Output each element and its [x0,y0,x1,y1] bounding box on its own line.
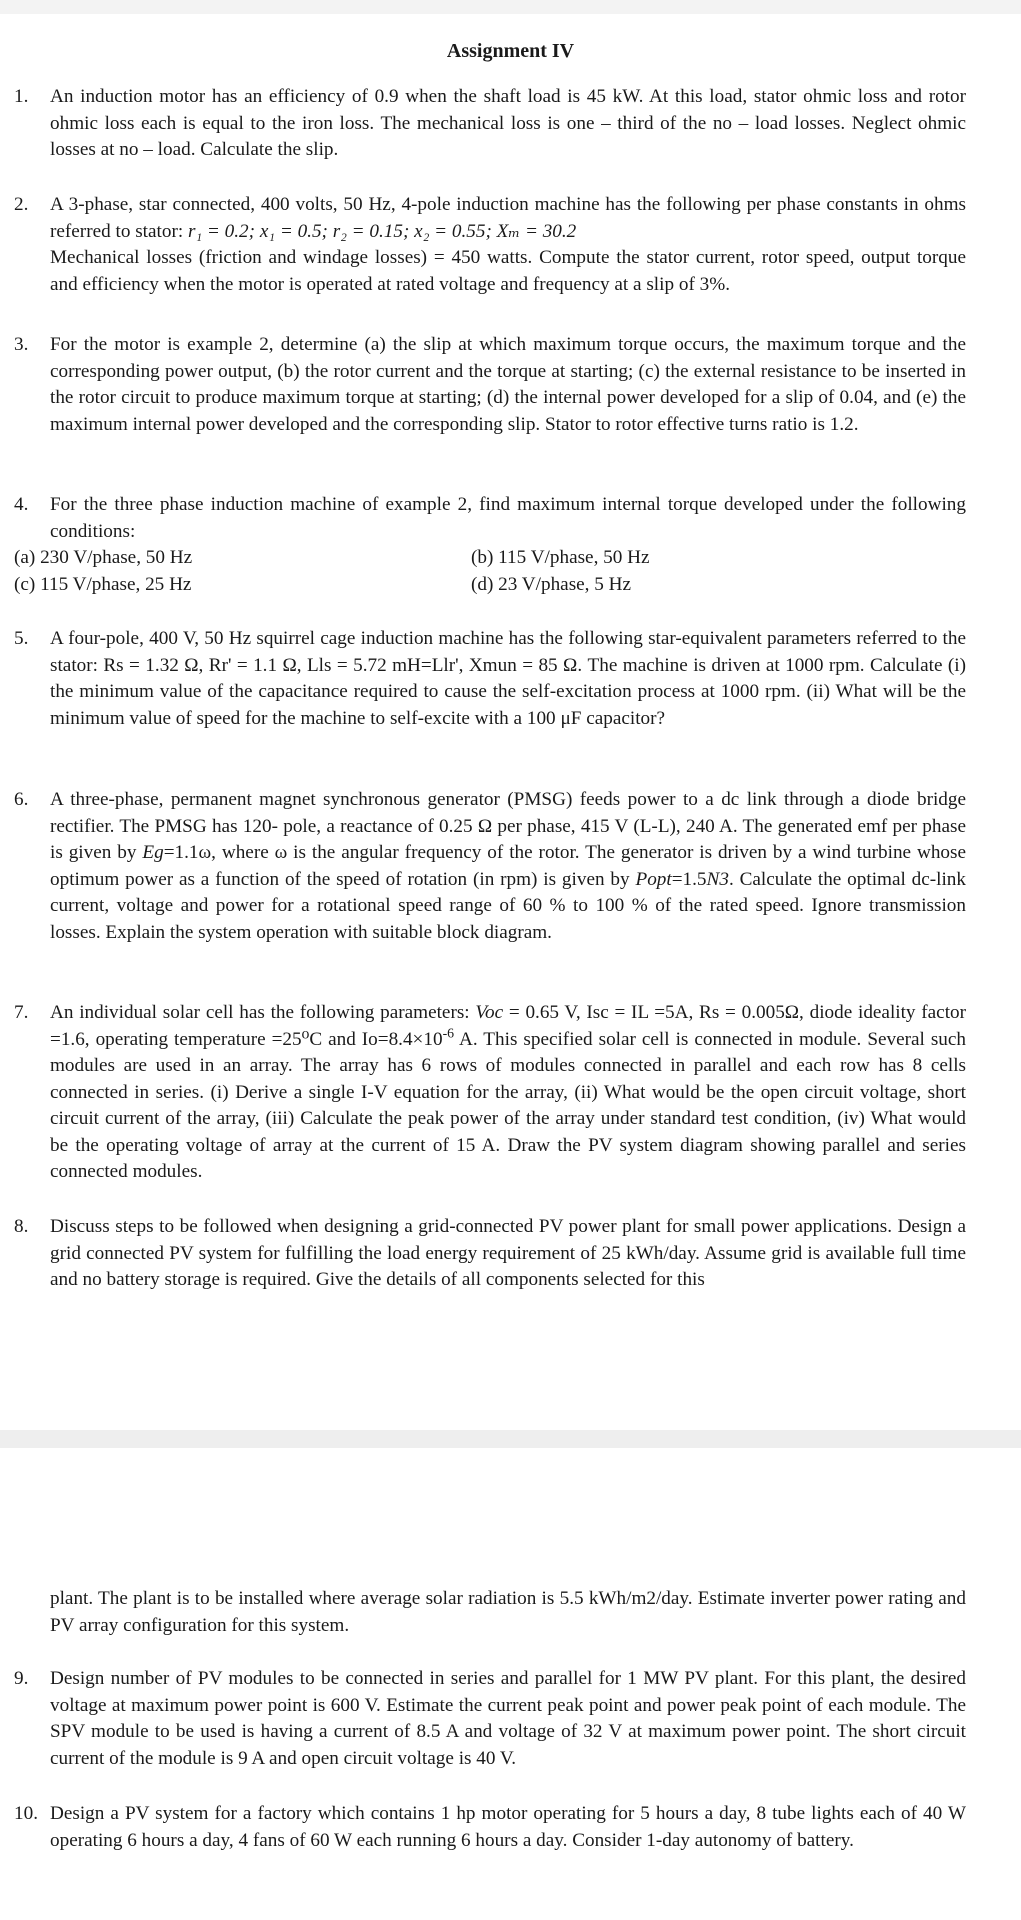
page-2 [0,1448,1021,1920]
question-text-part: = 0.65 V, Isc = IL =5A, Rs = 0.005Ω, diode ideality factor =1.6, operating temperature =25⁰C and Io=8.4×10 [50,1002,967,1050]
question-text-part: A 3-phase, star connected, 400 volts, 50 Hz, 4-pole induction machine has the following per phase constants in ohms referred to stator: [50,194,966,242]
question-text [50,192,966,298]
question-4 [14,492,966,545]
question-1 [14,84,966,164]
question-number: 4. [14,494,29,515]
question-4-options [14,545,966,605]
question-text [50,787,966,946]
question-number: 9. [14,1668,29,1689]
question-8 [14,1214,966,1294]
question-text: Discuss steps to be followed when designing a grid-connected PV power plant for small power applications. Design a grid connected PV system for fulfilling the load energy requirement of 25 kWh/day. Assume grid is available full time and no battery storage is required. Give the details of all components selected for this [50,1216,966,1290]
question-number: 3. [14,334,29,355]
question-number: 6. [14,789,29,810]
emf-symbol: Eg [142,842,164,863]
question-text: Design number of PV modules to be connected in series and parallel for 1 MW PV plant. For this plant, the desired voltage at maximum power point is 600 V. Estimate the current peak point and power peak point of each module. The SPV module to be used is having a current of 8.5 A and voltage of 32 V at maximum power point. The short circuit current of the module is 9 A and open circuit voltage is 40 V. [50,1668,966,1769]
question-text-part: =1.1ω, where ω is the angular frequency of the rotor. The generator is driven by a wind turbine whose optimum power as a function of the speed of rotation (in rpm) is given by [50,842,967,890]
question-text-part: . Calculate the optimal dc-link current, voltage and power for a rotational speed range of 60 % to 100 % of the rated speed. Ignore transmission losses. Explain the system operation with suitable block diagram. [50,868,966,943]
question-number: 8. [14,1216,29,1237]
option-c: (c) 115 V/phase, 25 Hz [14,574,192,595]
n3-symbol: N3 [706,868,729,890]
option-d: (d) 23 V/phase, 5 Hz [471,574,632,595]
popt-symbol: Popt [635,868,672,890]
question-text-part: A. This specified solar cell is connected in module. Several such modules are used in an array. The array has 6 rows of modules connected in parallel and each row has 8 cells connected in series. (i) Derive a single I-V equation for the array, (ii) What would be the open circuit voltage, short circuit current of the array, (iii) Calculate the peak power of the array under standard test condition, (iv) What would be the operating voltage of array at the current of 15 A. Draw the PV system diagram showing parallel and series connected modules. [50,1028,967,1182]
question-number: 10. [14,1803,38,1824]
option-b: (b) 115 V/phase, 50 Hz [471,547,650,568]
question-9 [14,1666,966,1772]
question-text: For the motor is example 2, determine (a) the slip at which maximum torque occurs, the maximum torque and the corresponding power output, (b) the rotor current and the torque at starting; (c) the external resistance to be inserted in the rotor circuit to produce maximum torque at starting; (d) the internal power developed for a slip of 0.04, and (e) the maximum internal power developed and the corresponding slip. Stator to rotor effective turns ratio is 1.2. [50,334,966,435]
question-3 [14,332,966,438]
question-number: 7. [14,1002,29,1023]
question-7 [14,1000,966,1186]
question-text: For the three phase induction machine of example 2, find maximum internal torque developed under the following conditions: [50,494,966,542]
option-a: (a) 230 V/phase, 50 Hz [14,547,193,568]
exponent: -6 [442,1025,455,1041]
motor-parameters: r₁ = 0.2; x₁ = 0.5; r₂ = 0.15; x₂ = 0.55; Xₘ = 30.2 [187,220,577,242]
question-number: 1. [14,86,29,107]
question-text-part: A three-phase, permanent magnet synchronous generator (PMSG) feeds power to a dc link through a diode bridge rectifier. The PMSG has 120- pole, a reactance of 0.25 Ω per phase, 415 V (L-L), 240 A. The generated emf per phase is given by [50,789,966,863]
question-text: An induction motor has an efficiency of 0.9 when the shaft load is 45 kW. At this load, stator ohmic loss and rotor ohmic loss each is equal to the iron loss. The mechanical loss is one – third of the no – load losses. Neglect ohmic losses at no – load. Calculate the slip. [50,86,966,160]
question-2 [14,192,966,298]
question-number: 5. [14,628,29,649]
question-text: A four-pole, 400 V, 50 Hz squirrel cage induction machine has the following star-equivalent parameters referred to the stator: Rs = 1.32 Ω, Rr' = 1.1 Ω, Lls = 5.72 mH=Llr', Xmun = 85 Ω. The machine is driven at 1000 rpm. Calculate (i) the minimum value of the capacitance required to cause the self-excitation process at 1000 rpm. (ii) What will be the minimum value of speed for the machine to self-excite with a 100 μF capacitor? [50,628,966,729]
question-5 [14,626,966,732]
question-10 [14,1801,966,1854]
voc-symbol: Voc [475,1002,504,1023]
question-text [50,1000,966,1186]
question-text-part: An individual solar cell has the following parameters: [50,1002,470,1023]
question-number: 2. [14,194,29,215]
question-6 [14,787,966,946]
question-text-part: Mechanical losses (friction and windage losses) = 450 watts. Compute the stator current, rotor speed, output torque and efficiency when the motor is operated at rated voltage and frequency at a slip of 3%. [50,247,966,295]
page-separator [0,1430,1021,1448]
question-text: plant. The plant is to be installed where average solar radiation is 5.5 kWh/m2/day. Estimate inverter power rating and PV array configuration for this system. [50,1588,966,1636]
assignment-title: Assignment IV [446,40,575,62]
question-text-part: =1.5 [671,868,707,890]
question-8-continued [14,1586,966,1639]
question-text: Design a PV system for a factory which contains 1 hp motor operating for 5 hours a day, 8 tube lights each of 40 W operating 6 hours a day, 4 fans of 60 W each running 6 hours a day. Consider 1-day autonomy of battery. [50,1803,966,1851]
